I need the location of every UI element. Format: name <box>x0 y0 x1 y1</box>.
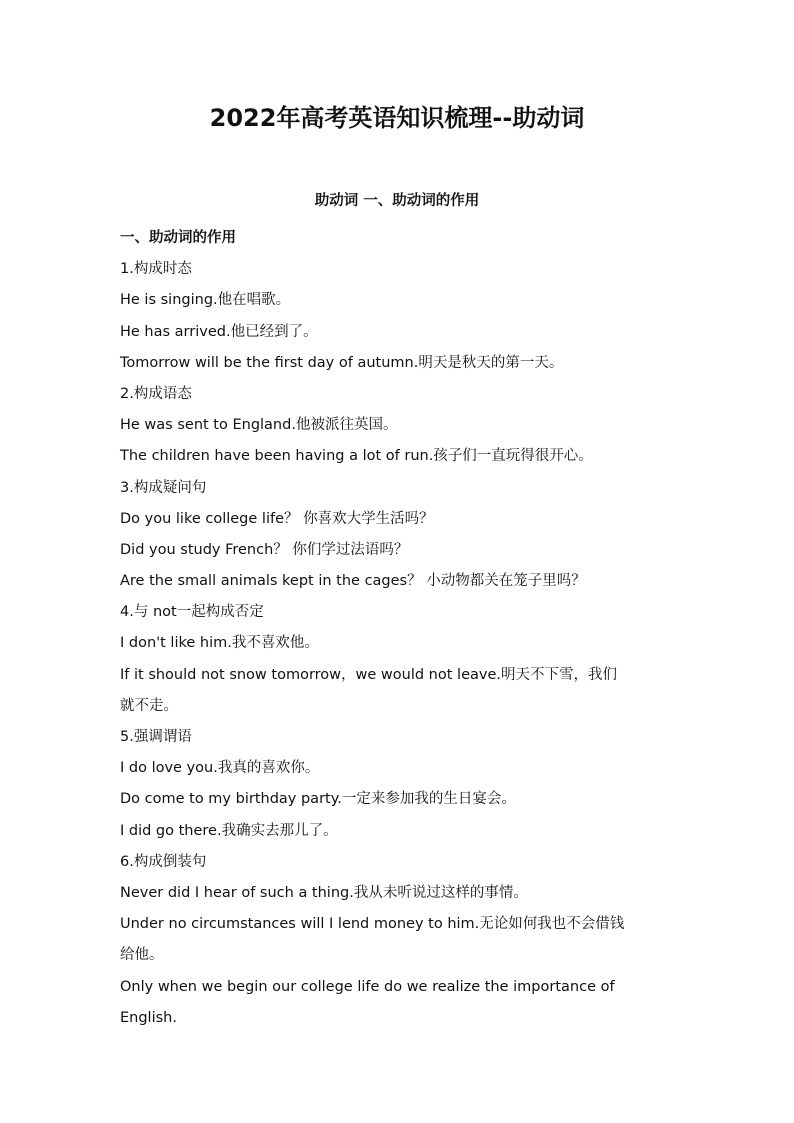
example-sentence-continued: English. <box>120 1009 177 1026</box>
example-sentence: He is singing.他在唱歌。 <box>120 292 291 309</box>
example-sentence: Are the small animals kept in the cages？ 小动物都关在笼子里吗？ <box>120 573 586 590</box>
example-sentence: He has arrived.他已经到了。 <box>120 323 318 340</box>
subheading-inversion: 6.构成倒装句 <box>120 853 207 870</box>
example-sentence: Never did I hear of such a thing.我从未听说过这样的事情。 <box>120 884 528 901</box>
subheading-negation: 4.与 not一起构成否定 <box>120 604 264 621</box>
example-sentence: Tomorrow will be the first day of autumn.明天是秋天的第一天。 <box>120 354 564 371</box>
subheading-question: 3.构成疑问句 <box>120 479 207 496</box>
example-sentence-continued: 就不走。 <box>120 697 178 714</box>
example-sentence: I don't like him.我不喜欢他。 <box>120 635 319 652</box>
example-sentence: I do love you.我真的喜欢你。 <box>120 760 320 777</box>
document-body <box>120 223 680 1034</box>
example-sentence: He was sent to England.他被派往英国。 <box>120 417 398 434</box>
example-sentence: Do come to my birthday party.一定来参加我的生日宴会。 <box>120 791 516 808</box>
example-sentence: I did go there.我确实去那儿了。 <box>120 822 338 839</box>
example-sentence: If it should not snow tomorrow，we would not leave.明天不下雪，我们 <box>120 666 617 683</box>
section-heading: 一、助动词的作用 <box>120 230 236 246</box>
example-sentence: The children have been having a lot of run.孩子们一直玩得很开心。 <box>120 448 593 465</box>
example-sentence: Do you like college life？ 你喜欢大学生活吗？ <box>120 510 434 527</box>
example-sentence: Under no circumstances will I lend money to him.无论如何我也不会借钱 <box>120 916 625 933</box>
example-sentence: Only when we begin our college life do we realize the importance of <box>120 978 615 995</box>
example-sentence-continued: 给他。 <box>120 947 164 964</box>
section-subtitle: 助动词 一、助动词的作用 <box>314 193 480 209</box>
page-title: 2022年高考英语知识梳理--助动词 <box>209 104 585 132</box>
subheading-voice: 2.构成语态 <box>120 385 192 402</box>
example-sentence: Did you study French？ 你们学过法语吗？ <box>120 541 409 558</box>
subheading-emphasis: 5.强调谓语 <box>120 729 192 745</box>
subheading-tense: 1.构成时态 <box>120 261 192 278</box>
